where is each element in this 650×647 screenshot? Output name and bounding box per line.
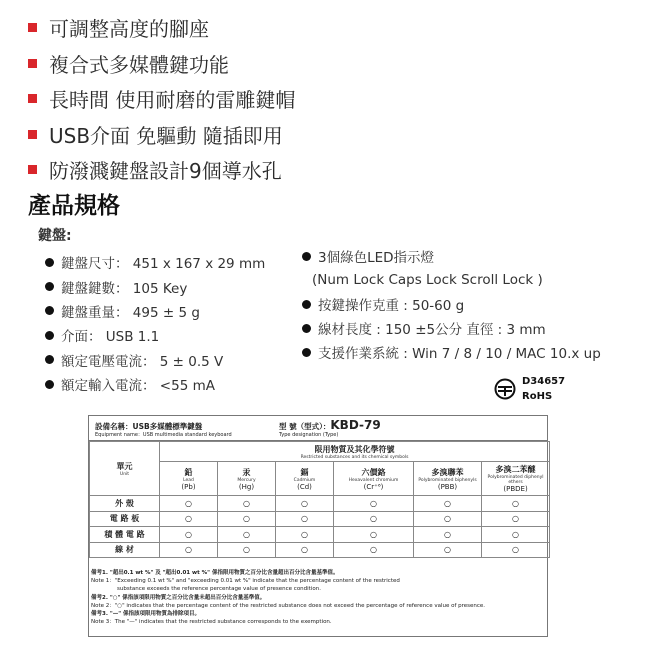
feature-item (28, 81, 295, 117)
spec-item-continuation (302, 268, 601, 292)
value-cell: ○ (276, 542, 334, 558)
note-line: Note 1："Exceeding 0.1 wt %" and "exceeding 0.01 wt %" indicate that the percentage content of the restricted (91, 578, 400, 585)
unit-cell: 電 路 板 (90, 511, 160, 527)
spec-text: 鍵盤尺寸： 451 x 167 x 29 mm (61, 256, 266, 273)
spec-text: 介面： USB 1.1 (61, 329, 160, 346)
spec-text: 鍵盤鍵數： 105 Key (61, 280, 188, 297)
dot-bullet-icon (45, 282, 54, 291)
dot-bullet-icon (45, 306, 54, 315)
value-cell: ○ (414, 542, 482, 558)
value-cell: ○ (160, 542, 218, 558)
restricted-header (160, 442, 550, 462)
dot-bullet-icon (45, 380, 54, 389)
table-header-row (90, 442, 550, 462)
substance-name-en: Polybrominated diphenyl ethers (487, 475, 544, 485)
substance-name: 多溴聯苯 (431, 467, 464, 477)
value-cell: ○ (482, 496, 550, 512)
substance-header (218, 462, 276, 496)
value-cell: ○ (218, 496, 276, 512)
spec-item (45, 323, 265, 347)
model-number: KBD-79 (330, 418, 381, 432)
keyboard-subtitle: 鍵盤: (38, 228, 72, 244)
value-cell: ○ (482, 527, 550, 543)
substance-header (276, 462, 334, 496)
note-line: 備考1. "超出0.1 wt %" 及 "超出0.01 wt %" 係指限用物質之百分比含量超出百分比含量基準值。 (91, 570, 339, 576)
equipment-name-en: Equipment name：USB multimedia standard keyboard (95, 432, 232, 438)
spec-text: 額定輸入電流： <55 mA (61, 378, 215, 395)
substance-header (414, 462, 482, 496)
cert-code: D34657 (522, 376, 566, 387)
substance-name: 鎘 (300, 467, 309, 477)
value-cell: ○ (276, 496, 334, 512)
rohs-label: RoHS (522, 391, 553, 402)
unit-cell: 外 殼 (90, 496, 160, 512)
substance-name-en: Polybrominated biphenyls (418, 477, 477, 483)
restricted-title: 限用物質及其化學符號 (314, 444, 395, 454)
dot-bullet-icon (45, 355, 54, 364)
substance-name-en: Hexavalent chromium (348, 477, 399, 483)
value-cell: ○ (414, 496, 482, 512)
spec-text: 線材長度 : 150 ±5公分 直徑 : 3 mm (318, 322, 546, 338)
value-cell: ○ (160, 527, 218, 543)
red-square-bullet-icon (28, 23, 37, 32)
feature-text: 複合式多媒體鍵功能 (49, 52, 229, 77)
feature-text: 可調整高度的腳座 (49, 17, 209, 42)
feature-item (28, 152, 295, 188)
certification-mark (494, 374, 565, 404)
note-line: 備考2. "○" 係指該項限用物質之百分比含量未超出百分比含量基準值。 (91, 594, 266, 601)
value-cell: ○ (334, 496, 414, 512)
note-line: substance exceeds the reference percentage value of presence condition. (117, 586, 321, 593)
spec-text: (Num Lock Caps Lock Scroll Lock ) (312, 272, 543, 288)
rohs-header (89, 416, 547, 441)
substance-symbol: (Cd) (297, 482, 312, 491)
unit-cell: 積 體 電 路 (90, 527, 160, 543)
substance-name: 鉛 (184, 467, 193, 477)
feature-text: 長時間 使用耐磨的雷雕鍵帽 (49, 88, 296, 113)
table-row (90, 496, 550, 512)
value-cell: ○ (218, 542, 276, 558)
spec-text: 按鍵操作克重 : 50-60 g (318, 298, 465, 314)
dot-bullet-icon (45, 331, 54, 340)
red-square-bullet-icon (28, 130, 37, 139)
substance-symbol: (PBDE) (503, 485, 528, 493)
substance-header (482, 462, 550, 496)
spec-text: 鍵盤重量： 495 ± 5 g (61, 304, 200, 321)
table-row (90, 527, 550, 543)
value-cell: ○ (334, 542, 414, 558)
spec-item (302, 340, 601, 364)
spec-list-left (45, 250, 265, 396)
substance-name: 多溴二苯醚 (495, 465, 536, 474)
spec-item (302, 292, 601, 316)
feature-item (28, 10, 295, 46)
bsmi-certification-icon (494, 378, 516, 400)
value-cell: ○ (414, 527, 482, 543)
dot-bullet-icon (302, 300, 311, 309)
type-designation-en: Type designation (Type) (279, 432, 339, 438)
value-cell: ○ (160, 496, 218, 512)
restricted-title-en: Restricted substances and its chemical symbols (300, 454, 409, 460)
value-cell: ○ (334, 527, 414, 543)
table-row (90, 542, 550, 558)
value-cell: ○ (160, 511, 218, 527)
value-cell: ○ (414, 511, 482, 527)
red-square-bullet-icon (28, 59, 37, 68)
spec-item (45, 348, 265, 372)
dot-bullet-icon (302, 252, 311, 261)
substance-symbol: (PBB) (437, 482, 458, 491)
feature-list (28, 10, 295, 188)
spec-item (45, 372, 265, 396)
feature-text: 防潑濺鍵盤設計9個導水孔 (49, 159, 282, 184)
substance-name: 六價鉻 (361, 467, 386, 477)
equipment-name: 設備名稱：USB多媒體標準鍵盤 (95, 422, 203, 431)
value-cell: ○ (334, 511, 414, 527)
substance-name: 汞 (242, 467, 251, 477)
spec-item (45, 299, 265, 323)
dot-bullet-icon (302, 348, 311, 357)
substance-header (160, 462, 218, 496)
feature-item (28, 117, 295, 153)
type-label: 型 號（型式）： (279, 422, 331, 431)
note-line: 備考3. "—" 係指該項限用物質為排除項目。 (91, 611, 200, 618)
rohs-declaration (88, 415, 548, 637)
substance-name-en: Lead (183, 477, 194, 483)
substance-name-en: Mercury (237, 477, 256, 483)
note-line: Note 3：The "—" indicates that the restricted substance corresponds to the exemption. (91, 619, 332, 626)
feature-item (28, 46, 295, 82)
value-cell: ○ (482, 511, 550, 527)
note-line: Note 2："○" indicates that the percentage content of the restricted substance does not exceed the percentage of reference value of presence. (91, 602, 486, 609)
spec-text: 3個綠色LED指示燈 (318, 250, 435, 266)
value-cell: ○ (276, 527, 334, 543)
rohs-table (89, 441, 550, 558)
cert-codes (522, 374, 565, 404)
value-cell: ○ (276, 511, 334, 527)
dot-bullet-icon (45, 258, 54, 267)
red-square-bullet-icon (28, 165, 37, 174)
substance-header (334, 462, 414, 496)
substance-name-en: Cadmium (293, 477, 316, 483)
substance-symbol: (Pb) (181, 482, 196, 491)
spec-item (302, 316, 601, 340)
red-square-bullet-icon (28, 94, 37, 103)
spec-list-right (302, 244, 601, 364)
spec-item (302, 244, 601, 268)
value-cell: ○ (218, 527, 276, 543)
value-cell: ○ (482, 542, 550, 558)
substance-symbol: (Hg) (238, 482, 255, 491)
dot-bullet-icon (302, 324, 311, 333)
unit-label-en: Unit (119, 471, 130, 477)
spec-text: 支援作業系統 : Win 7 / 8 / 10 / MAC 10.x up (318, 346, 601, 362)
substance-symbol: (Cr⁺⁶) (363, 482, 384, 491)
type-designation (279, 418, 381, 432)
unit-label: 單元 (116, 461, 133, 471)
spec-item (45, 274, 265, 298)
unit-header (90, 442, 160, 496)
rohs-notes (91, 569, 547, 626)
spec-title: 產品規格 (28, 193, 120, 219)
spec-text: 額定電壓電流： 5 ± 0.5 V (61, 353, 224, 370)
unit-cell: 線 材 (90, 542, 160, 558)
table-row (90, 511, 550, 527)
feature-text: USB介面 免驅動 隨插即用 (49, 123, 283, 148)
value-cell: ○ (218, 511, 276, 527)
spec-item (45, 250, 265, 274)
